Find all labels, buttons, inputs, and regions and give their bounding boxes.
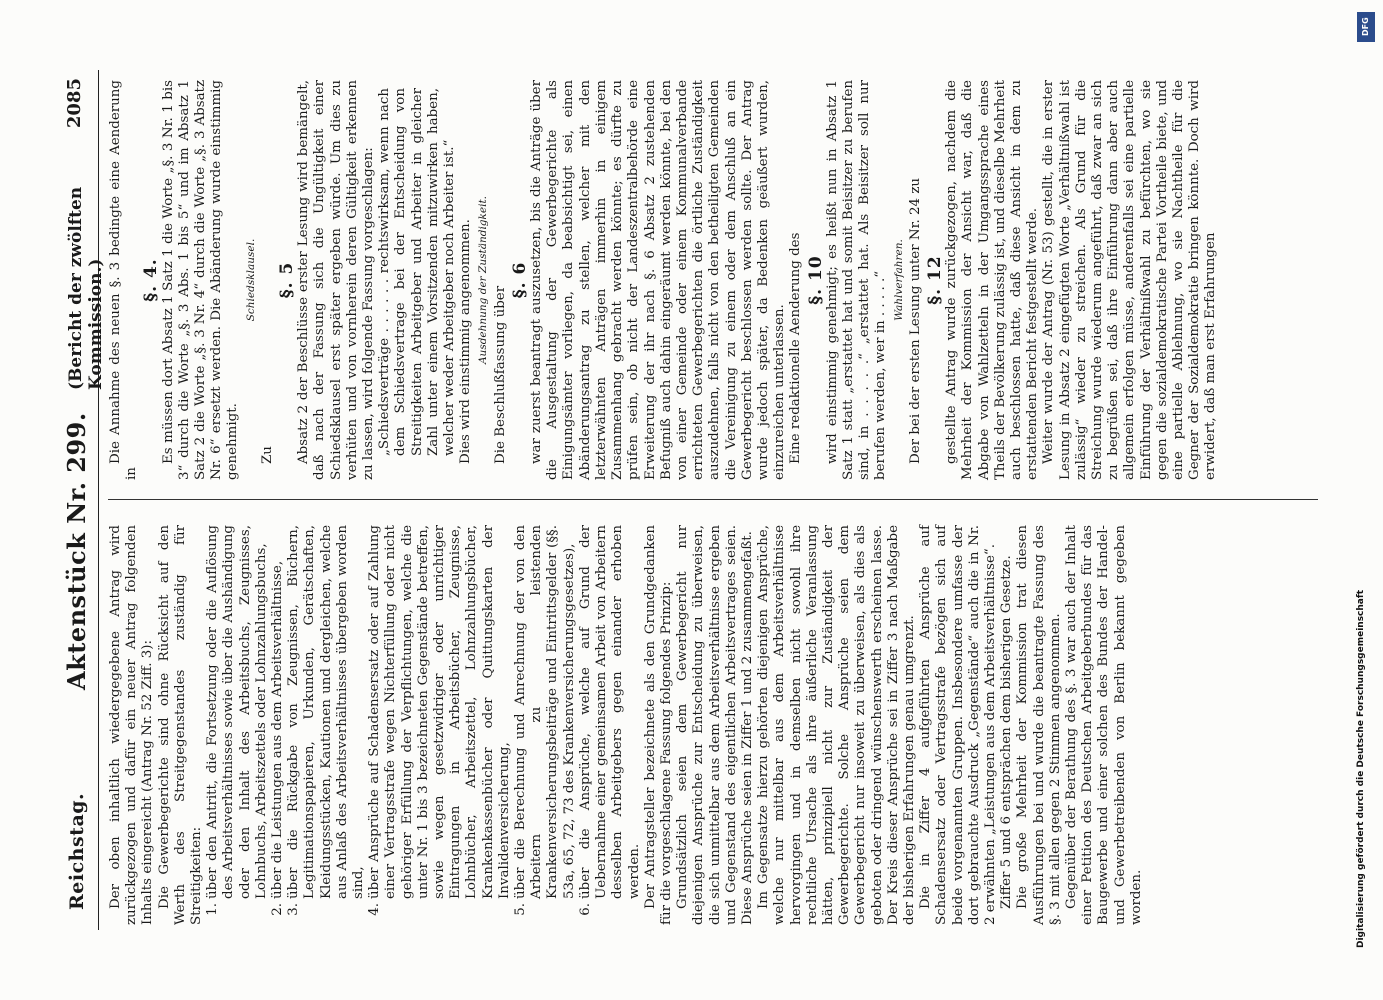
left-column [108,525,1323,925]
side-note: Ausdehnung der Zuständigkeit. [477,195,490,365]
paragraph: Der oben inhaltlich wiedergegebene Antrag wird zurückgezogen und dafür ein neuer Antrag folgenden Inhalts eingereicht (Antrag Nr. 52 Ziff. 3): [108,525,156,925]
header-document-number: Aktenstück Nr. 299. [62,412,91,690]
paragraph: Die Beschlußfassung über [492,285,508,464]
dfg-logo: DFG [1357,12,1375,42]
paragraph: Im Gegensatze hierzu gehörten diejenigen Ansprüche, welche nur mittelbar aus dem Arbeitsverhältnisse hervorgingen und in demselben nicht sowohl ihre rechtliche Ursache als ihre äußerliche Veranlassung hätten, prinzipiell nicht zur Zuständigkeit der Gewerbegerichte. Solche Ansprüche seien dem Gewerbegericht nur insoweit zu überweisen, als dies als geboten oder dringend wünschenswerth erscheinen lasse. Der Kreis dieser Ansprüche sei in Ziffer 3 nach Maßgabe der bisherigen Erfahrungen genau umgrenzt. [756,525,917,925]
section-heading: §. 4. [141,258,162,302]
paragraph: Dies wird einstimmig angenommen. [458,219,474,464]
list-item: 4. über Ansprüche auf Schadensersatz oder auf Zahlung einer Vertragsstrafe wegen Nichterfüllung oder nicht gehöriger Erfüllung der Verpflichtungen, welche die unter Nr. 1 bis 3 bezeichneten Gegenstände betreffen, sowie wegen gesetzwidriger oder unrichtiger Eintragungen in Arbeitsbücher, Zeugnisse, Lohnbücher, Arbeitszettel, Lohnzahlungsbücher, Krankenkassenbücher oder Quittungskarten der Invalidenversicherung, [367,525,512,916]
side-note: Wahlverfahren. [892,239,905,321]
paragraph: Absatz 2 der Beschlüsse erster Lesung wird bemängelt, daß nach der Fassung sich die Ungültigkeit einer Schiedsklausel erst später ergeben würde. Um dies zu verhüten und von vornherein deren Gültigkeit erkennen zu lassen, wird folgende Fassung vorgeschlagen: [296,80,377,480]
paragraph: Gegenüber der Berathung des §. 3 war auch der Inhalt einer Petition des Deutschen Arbeitgeberbundes für das Baugewerbe und einer solchen des Bundes der Handel- und Gewerbetreibenden von Berlin bekannt gegeben worden. [1063,525,1144,925]
paragraph: Es müssen dort Absatz 1 Satz 1 die Worte „§. 3 Nr. 1 bis 3“ durch die Worte „§. 3 Abs. 1 bis 5“ und im Absatz 1 Satz 2 die Worte „§. 3 Nr. 4“ durch die Worte „§. 3 Absatz Nr. 6“ ersetzt werden. Die Abänderung wurde einstimmig genehmigt. [160,80,241,480]
paragraph: Die Gewerbegerichte sind ohne Rücksicht auf den Werth des Streitgegenstandes zuständig für Streitigkeiten: [156,525,205,925]
paragraph: Die große Mehrheit der Kommission trat diesen Ausführungen bei und wurde die beantragte Fassung des §. 3 mit allen gegen 2 Stimmen angenommen. [1015,525,1063,925]
paragraph: Weiter wurde der Antrag (Nr. 53) gestellt, die in erster Lesung in Absatz 2 eingefügten Worte „Verhältnißwahl ist zulässig“ wieder zu streichen. Als Grund für die Streichung wurde wiederum angeführt, daß zwar an sich zu begrüßen sei, daß ihre Einführung dann aber auch allgemein erfolgen müsse, anderenfalls sei eine partielle Einführung der Verhältnißwahl zu befürchten, wo sie gegen die sozialdemokratische Partei Vortheile biete, und eine partielle Ablehnung, wo sie Nachtheile für die Gegner der Sozialdemokratie bringen könnte. Doch wird erwidert, daß man erst Erfahrungen [1041,80,1219,480]
page-header [58,70,106,930]
list-item: 3. über die Rückgabe von Zeugnissen, Büchern, Legitimationspapieren, Urkunden, Gerätschaften, Kleidungsstücken, Kautionen und dergleichen, welche aus Anlaß des Arbeitsverhältnisses übergeben worden sind, [286,525,367,916]
paragraph: Der bei der ersten Lesung unter Nr. 24 zu [907,177,923,464]
column-divider [108,499,1318,500]
section-heading: §. 10 [805,255,826,305]
section-heading: §. 12 [924,255,945,305]
side-note: Schiedsklausel. [244,238,257,322]
paragraph: Eine redaktionelle Aenderung des [788,232,804,464]
paragraph: Die Annahme des neuen §. 3 bedingte eine Aenderung in [108,80,140,480]
list-item: 5. über die Berechnung und Anrechnung der von den Arbeitern zu leistenden Krankenversicherungsbeiträge und Eintrittsgelder (§§. 53a, 65, 72, 73 des Krankenversicherungsgesetzes), [513,525,577,916]
quoted-text: „Schiedsverträge . . . . . . rechtswirksam, wenn nach dem Schiedsvertrage bei der Entscheidung von Streitigkeiten Arbeitgeber und Arbeiter in gleicher Zahl unter einem Vorsitzenden mitzuwirken haben, welcher weder Arbeitgeber noch Arbeiter ist.“ [377,88,458,456]
paragraph: Ziffer 5 und 6 entsprächen dem bisherigen Gesetze. [999,555,1015,909]
section-heading: §. 6 [509,261,530,299]
paragraph: Grundsätzlich seien dem Gewerbegericht nur diejenigen Ansprüche zur Entscheidung zu überweisen, die sich unmittelbar aus dem Arbeitsverhältnisse ergeben und Gegenstand des eigentlichen Arbeitsvertrages seien. Diese Ansprüche seien in Ziffer 1 und 2 zusammengefaßt. [675,525,755,925]
section-heading: §. 5 [277,261,298,299]
paragraph: wird einstimmig genehmigt; es heißt nun in Absatz 1 Satz 1 statt „erstattet hat und somit Beisitzer zu berufen sind, in . . . . .“ „erstattet hat. Als Beisitzer soll nur berufen werden, wer in . . . . .“ [824,80,889,480]
header-reichstag: Reichstag. [66,792,88,910]
paragraph: Zu [259,446,275,464]
page-number: 2085 [64,78,85,129]
paragraph: Die in Ziffer 4 aufgeführten Ansprüche auf Schadensersatz oder Vertragsstrafe bezögen sich auf beide vorgenannten Gruppen. Insbesondere umfasse der dort gebrauchte Ausdruck „Gegenstände“ auch die in Nr. 2 erwähnten „Leistungen aus dem Arbeitsverhältnisse“. [918,525,998,925]
right-column [108,80,1323,480]
digitization-note: Digitalisierung gefördert durch die Deutsche Forschungsgemeinschaft [1356,589,1366,948]
paragraph: Der Antragsteller bezeichnete als den Grundgedanken für die vorgeschlagene Fassung folgendes Prinzip: [642,525,674,925]
paragraph: gestellte Antrag wurde zurückgezogen, nachdem die Mehrheit der Kommission der Ansicht war, daß die Abgabe von Wahlzetteln in der Umgangssprache eines Theils der Bevölkerung zulässig ist, und dieselbe Mehrheit auch beschlossen hatte, daß diese Ansicht in dem zu erstattenden Bericht festgestellt werde. [944,80,1041,480]
list-item: 6. über die Ansprüche, welche auf Grund der Uebernahme einer gemeinsamen Arbeit von Arbeitern desselben Arbeitgebers gegen einander erhoben werden. [577,525,642,916]
paragraph: war zuerst beantragt auszusetzen, bis die Anträge über die Ausgestaltung der Gewerbegerichte als Einigungsämter vorliegen, da beabsichtigt sei, einen Abänderungsantrag zu stellen, welcher mit den letzterwähnten Anträgen immerhin in einigem Zusammenhang gebracht werden könnte; es dürfte zu prüfen sein, ob nicht der Landeszentralbehörde eine Erweiterung der ihr nach §. 6 Absatz 2 zustehenden Befugniß auch dahin eingeräumt werden könnte, bei den von einer Gemeinde oder einem Kommunalverbande errichteten Gewerbegerichten die örtliche Zuständigkeit auszudehnen, falls nicht von den betheiligten Gemeinden die Vereinigung zu einem oder dem Anschluß an ein Gewerbegericht beschlossen werden sollte. Der Antrag wurde jedoch später, da Bedenken geäußert wurden, einzureichen unterlassen. [529,80,788,480]
digitization-stamp [1350,4,1380,994]
list-item: 2. über die Leistungen aus dem Arbeitsverhältnisse, [270,560,286,916]
list-item: 1. über den Antritt, die Fortsetzung oder die Auflösung des Arbeitsverhältnisses sowie über die Aushändigung oder den Inhalt des Arbeitsbuchs, Zeugnisses, Lohnbuchs, Arbeitszettels oder Lohnzahlungsbuchs, [205,525,269,916]
header-report-title: (Bericht der zwölften Kommission.) [66,186,106,390]
